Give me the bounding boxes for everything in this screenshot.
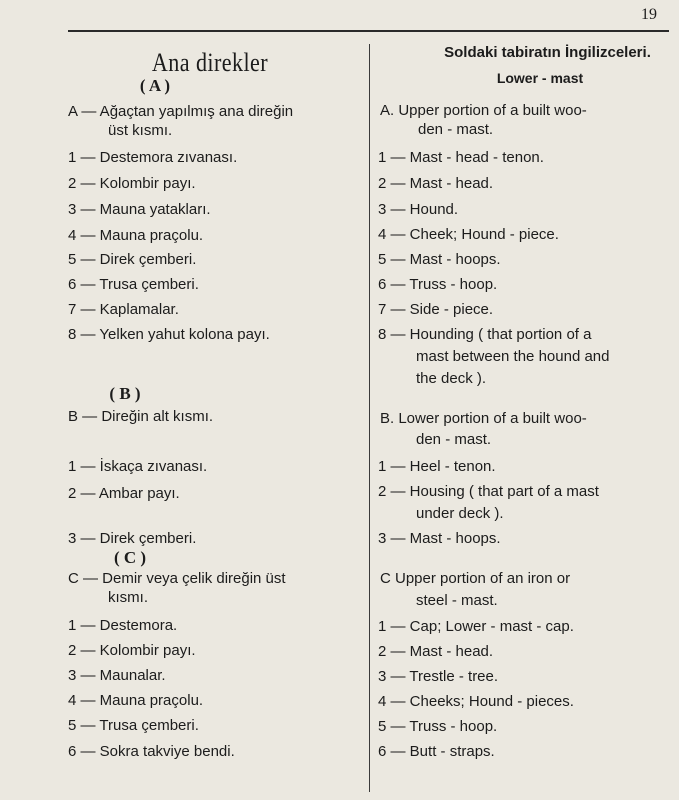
list-item: 3 — Hound. xyxy=(378,201,459,218)
list-item: 2 — Kolombir payı. xyxy=(68,175,196,192)
section-a-heading-cont: den - mast. xyxy=(418,121,494,138)
section-c-heading: C — Demir veya çelik direğin üst xyxy=(68,570,286,587)
list-item: 2 — Kolombir payı. xyxy=(68,642,196,659)
list-item: 1 — Destemora zıvanası. xyxy=(68,149,238,166)
section-c-heading-cont: steel - mast. xyxy=(416,592,498,609)
list-item: 2 — Housing ( that part of a mast xyxy=(378,483,599,500)
list-item: 6 — Butt - straps. xyxy=(378,743,495,760)
list-item: 6 — Trusa çemberi. xyxy=(68,276,199,293)
page-number: 19 xyxy=(641,6,657,23)
section-a-heading: A — Ağaçtan yapılmış ana direğin xyxy=(68,103,294,120)
list-item: 8 — Yelken yahut kolona payı. xyxy=(68,326,270,343)
header-rule xyxy=(68,30,669,32)
list-item: 8 — Hounding ( that portion of a xyxy=(378,326,592,343)
list-item: 4 — Cheeks; Hound - pieces. xyxy=(378,693,574,710)
section-b-heading: B — Direğin alt kısmı. xyxy=(68,408,214,425)
list-item: 2 — Ambar payı. xyxy=(68,485,180,502)
list-item: 1 — Mast - head - tenon. xyxy=(378,149,544,166)
list-item: 5 — Mast - hoops. xyxy=(378,251,501,268)
list-item: 3 — Mauna yatakları. xyxy=(68,201,211,218)
list-item-cont: the deck ). xyxy=(416,370,487,387)
list-item: 7 — Side - piece. xyxy=(378,301,494,318)
section-a-heading-cont: üst kısmı. xyxy=(108,122,173,139)
list-item: 3 — Mast - hoops. xyxy=(378,530,501,547)
section-a-heading: A. Upper portion of a built woo- xyxy=(380,102,587,119)
section-c-heading-cont: kısmı. xyxy=(108,589,148,606)
list-item: 2 — Mast - head. xyxy=(378,175,494,192)
column-divider xyxy=(369,44,370,792)
list-item: 3 — Maunalar. xyxy=(68,667,166,684)
column-heading: Soldaki tabiratın İngilizceleri. xyxy=(444,44,651,61)
list-item-cont: mast between the hound and xyxy=(416,348,610,365)
list-item: 1 — Heel - tenon. xyxy=(378,458,496,475)
section-c-heading: C Upper portion of an iron or xyxy=(380,570,571,587)
list-item: 6 — Sokra takviye bendi. xyxy=(68,743,235,760)
list-item: 4 — Mauna praçolu. xyxy=(68,227,204,244)
list-item: 1 — Destemora. xyxy=(68,617,178,634)
section-c-label: ( C ) xyxy=(113,548,147,567)
page-title: Ana direkler xyxy=(151,48,269,77)
list-item: 7 — Kaplamalar. xyxy=(68,301,179,318)
section-b-label: ( B ) xyxy=(109,384,141,403)
section-a-label: ( A ) xyxy=(139,76,171,95)
section-b-heading: B. Lower portion of a built woo- xyxy=(380,410,587,427)
list-item: 5 — Direk çemberi. xyxy=(68,251,197,268)
list-item: 3 — Direk çemberi. xyxy=(68,530,197,547)
list-item: 3 — Trestle - tree. xyxy=(378,668,499,685)
list-item: 6 — Truss - hoop. xyxy=(378,276,498,293)
list-item: 2 — Mast - head. xyxy=(378,643,494,660)
list-item: 1 — Cap; Lower - mast - cap. xyxy=(378,618,574,635)
list-item: 5 — Trusa çemberi. xyxy=(68,717,199,734)
list-item: 4 — Mauna praçolu. xyxy=(68,692,204,709)
section-b-heading-cont: den - mast. xyxy=(416,431,492,448)
list-item: 1 — İskaça zıvanası. xyxy=(68,458,208,475)
list-item-cont: under deck ). xyxy=(416,505,504,522)
list-item: 5 — Truss - hoop. xyxy=(378,718,498,735)
column-subheading: Lower - mast xyxy=(496,70,584,86)
list-item: 4 — Cheek; Hound - piece. xyxy=(378,226,559,243)
